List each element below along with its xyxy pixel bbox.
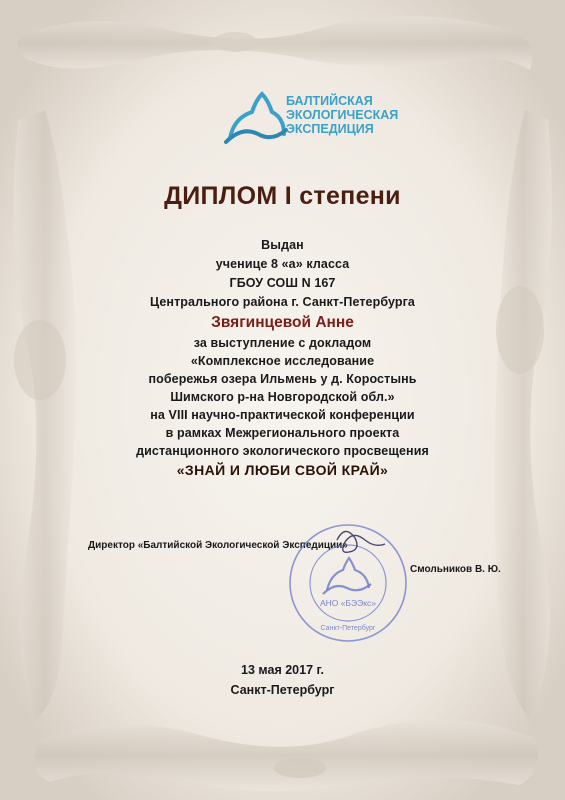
issued-label: Выдан <box>261 238 304 252</box>
signatory-name: Смольников В. Ю. <box>410 564 501 575</box>
project-line-1: в рамках Межрегионального проекта <box>165 426 400 440</box>
dome-wave-icon <box>226 94 286 142</box>
school-line: ГБОУ СОШ N 167 <box>229 276 336 290</box>
logo-line-1: БАЛТИЙСКАЯ <box>286 94 373 108</box>
topic-line-3: Шимского р-на Новгородской обл.» <box>170 390 395 404</box>
conference-line: на VIII научно-практической конференции <box>150 408 415 422</box>
motto-line: «ЗНАЙ И ЛЮБИ СВОЙ КРАЙ» <box>176 462 389 478</box>
grade-line: ученице 8 «а» класса <box>215 257 350 271</box>
logo-text <box>286 94 398 136</box>
logo-line-3: ЭКСПЕДИЦИЯ <box>286 122 374 136</box>
signatory-position: Директор «Балтийской Экологической Экспедиции» <box>88 540 348 551</box>
organization-stamp <box>285 520 411 646</box>
recipient-name: Звягинцевой Анне <box>211 314 354 331</box>
issue-city: Санкт-Петербург <box>230 683 335 697</box>
topic-line-1: «Комплексное исследование <box>190 354 375 368</box>
issue-date: 13 мая 2017 г. <box>241 663 324 677</box>
district-line: Центрального района г. Санкт-Петербурга <box>150 295 415 309</box>
diploma-title: ДИПЛОМ I степени <box>164 182 401 210</box>
stamp-center-text: АНО «БЭЭкс» <box>319 598 377 608</box>
project-line-2: дистанционного экологического просвещения <box>136 444 429 458</box>
reason-line: за выступление с докладом <box>193 336 372 350</box>
handwritten-signature <box>337 531 385 552</box>
stamp-city-text: Санкт-Петербург <box>320 625 376 632</box>
topic-line-2: побережья озера Ильмень у д. Коростынь <box>148 372 417 386</box>
logo-line-2: ЭКОЛОГИЧЕСКАЯ <box>286 108 399 122</box>
